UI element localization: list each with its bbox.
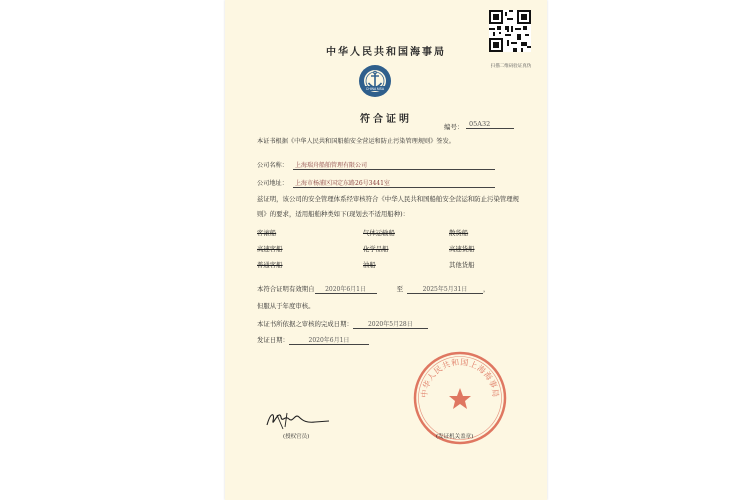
ship-type-item: 高速货船 — [449, 245, 475, 253]
document-title: 符合证明 — [360, 114, 412, 125]
company-address-row — [257, 170, 495, 189]
audit-date-value: 2020年5月28日 — [353, 319, 428, 329]
issue-date-row — [257, 335, 369, 345]
official-signature — [263, 405, 333, 435]
cert-no-label: 编号： — [444, 123, 464, 131]
company-address-value: 上海市杨浦区国定东路26号3441室 — [293, 178, 495, 188]
seal-text: 中华人民共和国上海海事局 — [419, 357, 501, 399]
company-name-label: 公司名称： — [257, 162, 288, 169]
issue-date-value: 2020年6月1日 — [289, 335, 369, 345]
validity-row — [257, 284, 489, 294]
validity-prefix: 本符合证明有效期自 — [257, 285, 315, 293]
msa-emblem-icon — [358, 64, 392, 98]
qr-code[interactable] — [489, 10, 531, 52]
company-name-row — [257, 152, 495, 171]
company-name-value: 上海瑞舟船舶管理有限公司 — [293, 160, 495, 170]
company-address-label: 公司地址： — [257, 180, 288, 187]
ship-type-item: 其他货船 — [449, 261, 475, 269]
validity-to-label: 至 — [396, 285, 403, 293]
qr-caption: 扫描二维码验证真伪 — [490, 64, 532, 69]
audit-date-row — [257, 319, 428, 329]
ship-type-item: 油船 — [363, 261, 376, 269]
ship-type-item: 客滚船 — [257, 229, 277, 237]
signature-caption: (授权官员) — [283, 434, 310, 440]
ship-type-item: 散货船 — [449, 229, 469, 237]
validity-from: 2020年6月1日 — [315, 284, 377, 294]
issue-date-label: 发证日期： — [257, 336, 289, 344]
ship-type-item: 化学品船 — [363, 245, 389, 253]
certificate-paper — [225, 0, 547, 500]
intro-text: 本证书根据《中华人民共和国船舶安全营运和防止污染管理规则》签发。 — [257, 138, 455, 145]
cert-no-value: 05A32 — [466, 120, 514, 129]
emblem-text: CHINA MSA — [365, 87, 385, 91]
issuer-title: 中华人民共和国海事局 — [326, 47, 446, 58]
audit-date-label: 本证书所依据之审核的完成日期： — [257, 320, 353, 328]
annual-audit-note: 但服从于年度审核。 — [257, 302, 315, 310]
seal-caption: (发证机关盖章) — [436, 434, 474, 440]
validity-suffix: ， — [482, 285, 490, 293]
certification-text: 兹证明，该公司的安全管理体系经审核符合《中华人民共和国船舶安全营运和防止污染管理规则》的要求，适用船舶种类如下(现划去不适用船种)： — [257, 195, 520, 218]
validity-to: 2025年5月31日 — [407, 284, 483, 294]
ship-type-item: 普通客船 — [257, 261, 283, 269]
ship-type-item: 气体运输船 — [363, 229, 395, 237]
ship-type-item: 高速客船 — [257, 245, 283, 253]
